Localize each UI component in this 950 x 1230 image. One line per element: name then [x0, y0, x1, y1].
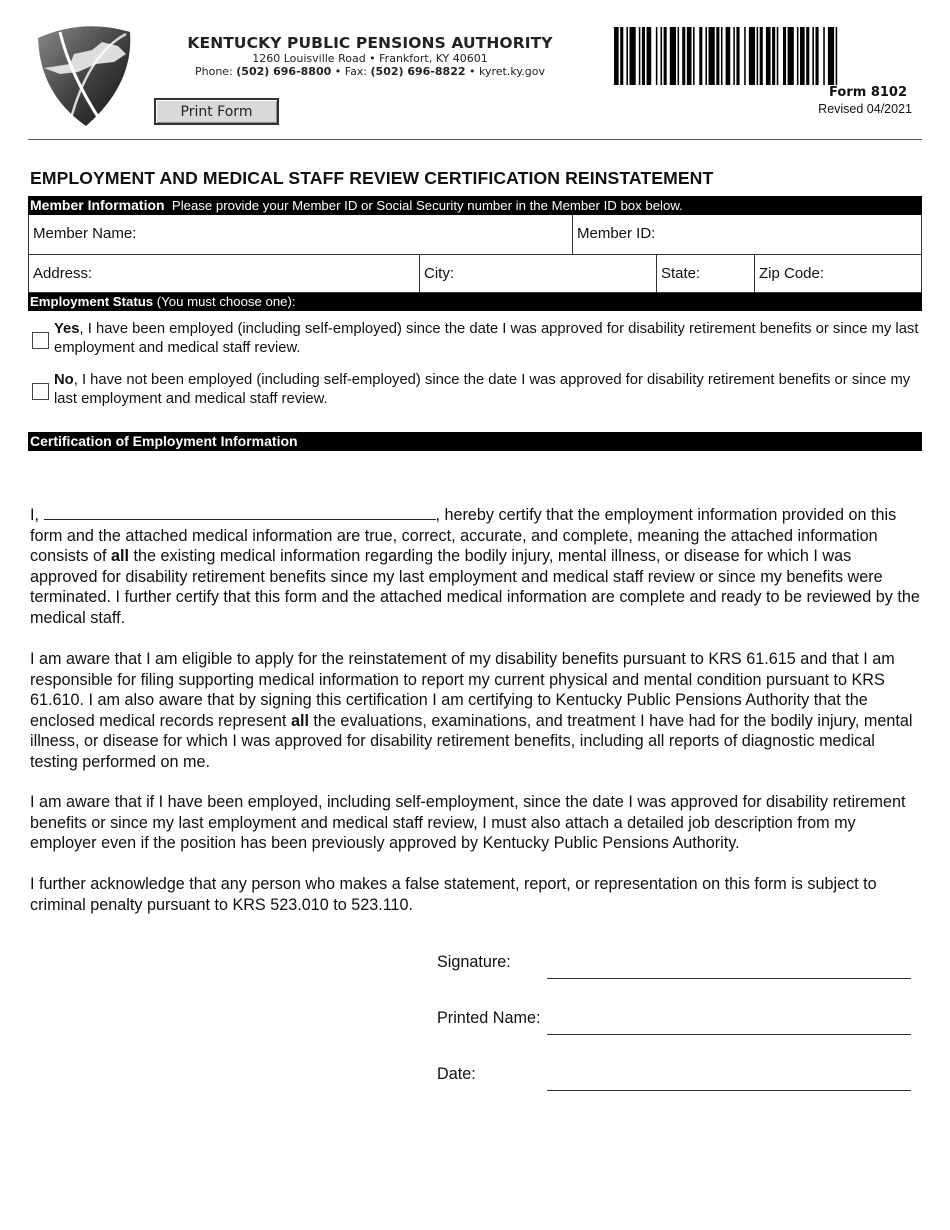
city-label: City: — [424, 265, 454, 282]
barcode-bar — [777, 27, 779, 85]
awareness-bold-all: all — [290, 711, 309, 730]
print-form-button[interactable]: Print Form — [154, 98, 279, 125]
organization-contact — [170, 65, 570, 78]
revision-date: Revised 04/2021 — [818, 102, 912, 116]
barcode — [614, 27, 922, 85]
barcode-bar — [626, 27, 628, 85]
barcode-bar — [642, 27, 645, 85]
certification-paragraph-2 — [30, 649, 922, 772]
barcode-bar — [721, 27, 723, 85]
printed-name-label: Printed Name: — [437, 1009, 541, 1027]
barcode-bar — [693, 27, 695, 85]
barcode-bar — [816, 27, 819, 85]
member-information-heading: Member Information — [30, 197, 165, 213]
barcode-bar — [614, 27, 619, 85]
barcode-bar — [726, 27, 731, 85]
certification-paragraph-3: I am aware that if I have been employed, including self-employment, since the date I was approved for disability retirement benefits or since my last employment and medical staff review, I must also attach a detailed job description from my employer even if the position has been previously approved by Kentucky Public Pensions Authority. — [30, 793, 906, 852]
phone-number: (502) 696-8800 — [236, 65, 332, 78]
barcode-bar — [656, 27, 658, 85]
barcode-bar — [823, 27, 825, 85]
organization-name: KENTUCKY PUBLIC PENSIONS AUTHORITY — [187, 34, 553, 52]
barcode-bar — [766, 27, 771, 85]
barcode-bar — [661, 27, 663, 85]
kppa-shield-logo — [30, 24, 136, 128]
barcode-bar — [705, 27, 707, 85]
barcode-bar — [647, 27, 652, 85]
address-field[interactable] — [29, 254, 420, 293]
signature-line[interactable] — [547, 978, 911, 979]
employment-status-note: (You must choose one): — [153, 294, 296, 309]
member-name-label: Member Name: — [33, 225, 137, 242]
no-description: , I have not been employed (including self-employed) since the date I was approved for disability retirement benefits or since my last employment and medical staff review. — [54, 372, 911, 407]
barcode-bar — [678, 27, 680, 85]
address-label: Address: — [33, 265, 93, 282]
barcode-bar — [687, 27, 692, 85]
organization-header — [170, 34, 570, 78]
date-label: Date: — [437, 1065, 476, 1083]
barcode-bar — [783, 27, 786, 85]
barcode-bar — [630, 27, 636, 85]
no-option-text — [54, 371, 922, 409]
fax-label: • Fax: — [331, 65, 368, 78]
form-title: EMPLOYMENT AND MEDICAL STAFF REVIEW CERTIFICATION REINSTATEMENT — [30, 168, 714, 188]
awareness-text-a: I am aware that I am eligible to apply for the reinstatement of my disability benefits pursuant to KRS 61.615 and that I am responsible for filing supporting medical information to report my current physical and mental condition pursuant to KRS 61.610. I am also aware that by signing this certification I am certifying to Kentucky Public Pensions Authority that the enclosed medical records represent — [30, 650, 895, 730]
barcode-bar — [744, 27, 746, 85]
state-field[interactable] — [657, 254, 755, 293]
form-number: Form 8102 — [829, 85, 907, 100]
barcode-bar — [664, 27, 667, 85]
barcode-bar — [699, 27, 702, 85]
certify-text-a: , hereby certify that the employment information provided on this form and the attached medical information are true, correct, accurate, and complete, meaning the attached information consists of — [30, 506, 897, 565]
date-line[interactable] — [547, 1090, 911, 1091]
member-information-table — [28, 215, 922, 293]
phone-label: Phone: — [194, 65, 233, 78]
barcode-bar — [836, 27, 838, 85]
barcode-bar — [772, 27, 775, 85]
member-id-label: Member ID: — [577, 225, 656, 242]
certifier-name-blank[interactable] — [44, 506, 436, 520]
member-information-bar — [28, 196, 922, 215]
barcode-bar — [800, 27, 805, 85]
yes-label: Yes — [54, 321, 80, 337]
zip-code-field[interactable] — [755, 254, 922, 293]
no-label: No — [54, 372, 74, 388]
state-label: State: — [661, 265, 701, 282]
certify-prefix: I, — [30, 506, 44, 524]
city-field[interactable] — [420, 254, 657, 293]
fax-number: (502) 696-8822 — [370, 65, 466, 78]
zip-code-label: Zip Code: — [759, 265, 825, 282]
certify-text-b: the existing medical information regarding the bodily injury, mental illness, or disease for which I was approved for disability retirement benefits since my last employment and medical staff review or since my benefits were terminated. I further certify that this form and the attached medical information are complete and ready to be reviewed by the medical staff. — [30, 547, 920, 627]
employment-option-no — [32, 371, 922, 409]
organization-address: 1260 Louisville Road • Frankfort, KY 40601 — [252, 52, 488, 65]
certify-bold-all: all — [110, 547, 129, 565]
barcode-bar — [788, 27, 794, 85]
barcode-bar — [736, 27, 739, 85]
member-information-instruction: Please provide your Member ID or Social Security number in the Member ID box below. — [171, 198, 683, 213]
yes-checkbox[interactable] — [32, 332, 49, 349]
barcode-bar — [760, 27, 763, 85]
barcode-bar — [709, 27, 715, 85]
barcode-bar — [716, 27, 719, 85]
barcode-bar — [749, 27, 755, 85]
printed-name-line[interactable] — [547, 1034, 911, 1035]
yes-option-text — [54, 320, 922, 358]
yes-description: , I have been employed (including self-employed) since the date I was approved for disability retirement benefits or since my last employment and medical staff review. — [54, 321, 919, 356]
barcode-bar — [812, 27, 814, 85]
barcode-bar — [806, 27, 809, 85]
employment-status-heading: Employment Status — [30, 294, 154, 309]
barcode-bar — [828, 27, 834, 85]
member-name-field[interactable] — [29, 215, 573, 254]
barcode-bar — [639, 27, 641, 85]
certification-heading: Certification of Employment Information — [30, 433, 298, 449]
employment-status-bar — [28, 293, 922, 311]
certification-paragraph-1 — [30, 505, 922, 628]
barcode-bar — [620, 27, 623, 85]
website: • kyret.ky.gov — [465, 65, 545, 78]
header-divider — [28, 139, 922, 140]
barcode-bar — [682, 27, 685, 85]
certification-bar — [28, 432, 922, 451]
employment-option-yes — [32, 320, 922, 358]
barcode-bar — [797, 27, 799, 85]
certification-paragraph-4: I further acknowledge that any person who makes a false statement, report, or representation on this form is subject to criminal penalty pursuant to KRS 523.010 to 523.110. — [30, 875, 877, 914]
awareness-text-b: the evaluations, examinations, and treatment I have had for the bodily injury, mental illness, or disease for which I was approved for disability retirement benefits, including all reports of diagnostic medical testing performed on me. — [30, 711, 913, 771]
barcode-bar — [733, 27, 735, 85]
signature-label: Signature: — [437, 953, 511, 971]
member-id-field[interactable] — [573, 215, 922, 254]
barcode-bar — [757, 27, 759, 85]
barcode-bar — [670, 27, 676, 85]
no-checkbox[interactable] — [32, 383, 49, 400]
